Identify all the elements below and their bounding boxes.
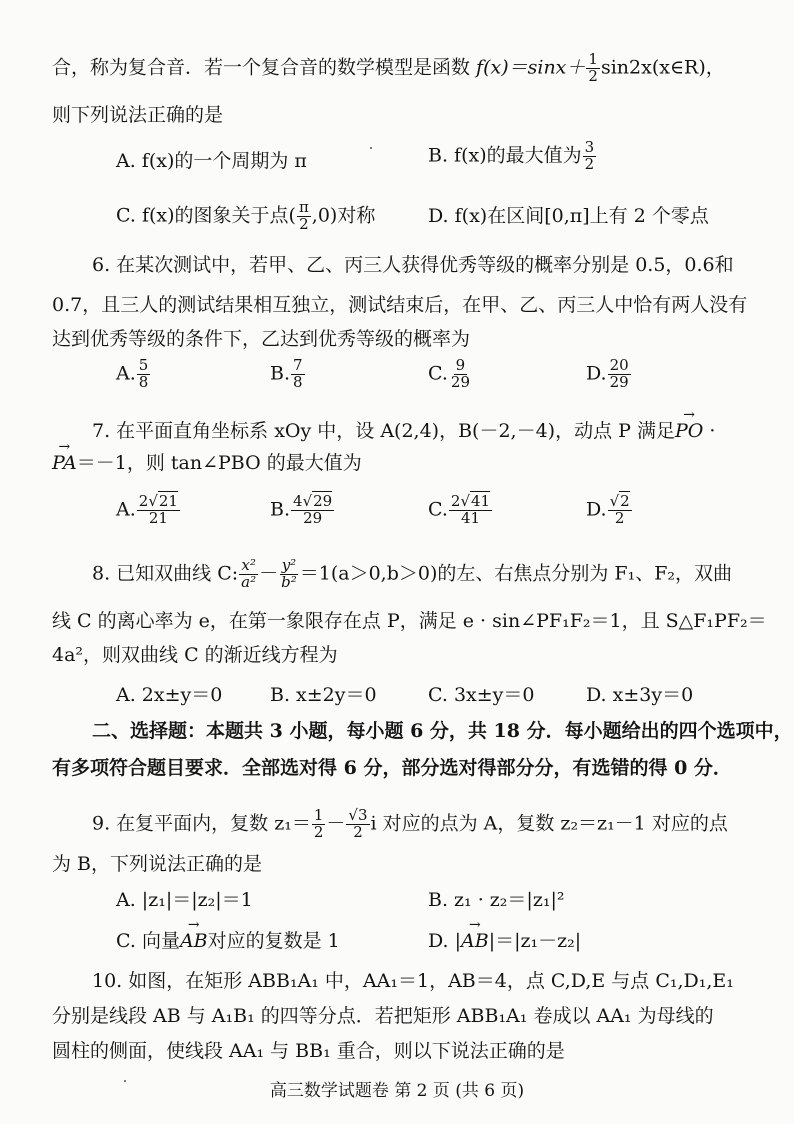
q6-text-2: 0.7，且三人的测试结果相互独立，测试结束后，在甲、乙、丙三人中恰有两人没有 [52, 294, 748, 316]
q9-d-tail: |＝|z₁－z₂| [488, 930, 582, 952]
q5-c-num: π [298, 198, 309, 216]
vector-ab-modulus: → AB [461, 930, 489, 953]
q6-d-label: D. [586, 362, 607, 385]
q8-option-d [586, 684, 794, 707]
q8-c-text: C. 3x±y＝0 [428, 684, 535, 706]
section-2-text-2: 有多项符合题目要求．全部选对得 6 分，部分选对得部分分，有选错的得 0 分． [52, 757, 732, 779]
q5-frac-num: 1 [588, 50, 598, 68]
q7-dot: · [703, 420, 716, 442]
q9-option-d [428, 930, 794, 953]
q6-text-3: 达到优秀等级的条件下，乙达到优秀等级的概率为 [52, 328, 471, 350]
section-2-heading [92, 720, 794, 743]
q6-c-fraction [449, 358, 472, 391]
q9-text-1-tail: i 对应的点为 A，复数 z₂＝z₁－1 对应的点 [370, 812, 728, 835]
q8-text-2: 线 C 的离心率为 e，在第一象限存在点 P，满足 e · sin∠PF₁F₂＝1，且 S△F₁PF₂＝ [52, 610, 767, 632]
q8-text-3: 4a²，则双曲线 C 的渐近线方程为 [52, 644, 338, 666]
q7-a-label: A. [116, 498, 136, 521]
q7-c-fraction: $\frac{2√41}{41}$ [450, 492, 491, 527]
q8-b2: b² [281, 572, 297, 591]
q6-option-d [586, 358, 794, 391]
q7-c-label: C. [428, 498, 448, 521]
q6-b-num: 7 [293, 356, 303, 374]
q7-a-coef: 2 [138, 492, 149, 510]
q5-option-b [428, 140, 794, 173]
q9-stem-line1 [92, 808, 794, 841]
q9-frac-1 [312, 808, 326, 841]
vector-pa: → PA [52, 452, 77, 475]
q8-frac-y [279, 558, 299, 591]
q5-frac-den: 2 [588, 66, 598, 85]
q7-d-den: 2 [614, 508, 625, 527]
q6-text-1: 6. 在某次测试中，若甲、乙、丙三人获得优秀等级的概率分别是 0.5，0.6和 [92, 254, 734, 276]
q10-text-2: 分别是线段 AB 与 A₁B₁ 的四等分点．若把矩形 ABB₁A₁ 卷成以 AA₁ 为母线的 [52, 1005, 714, 1027]
q8-x2: x² [241, 556, 256, 574]
q9-d-text: D. | [428, 930, 462, 952]
q5-option-c-fraction [297, 200, 311, 233]
q8-a2: a² [241, 572, 257, 591]
q7-option-d [586, 494, 794, 527]
q9-f2-den: 2 [353, 822, 363, 841]
q8-a-text: A. 2x±y＝0 [116, 684, 223, 706]
q9-c-text: C. 向量 [116, 930, 180, 952]
q7-b-label: B. [270, 498, 291, 521]
q10-text-3: 圆柱的侧面，使线段 AA₁ 与 BB₁ 重合，则以下说法正确的是 [52, 1040, 565, 1062]
q6-d-num: 20 [609, 356, 629, 374]
q6-b-label: B. [270, 362, 291, 385]
q9-a-text: A. |z₁|＝|z₂|＝1 [116, 889, 253, 911]
q6-stem-line3 [52, 328, 794, 351]
q6-c-num: 9 [455, 356, 466, 374]
q9-f1-den: 2 [313, 822, 324, 841]
q6-d-fraction [608, 358, 631, 391]
page-footer [0, 1076, 794, 1101]
q7-d-rad: 2 [620, 492, 630, 510]
q8-stem-line3 [52, 644, 794, 667]
q8-stem-line2 [52, 610, 794, 633]
q5-function-tail: sin2x(x∈R)， [600, 56, 725, 79]
q5-option-d-text: D. f(x)在区间[0,π]上有 2 个零点 [428, 205, 709, 227]
q5-option-b-text: B. f(x)的最大值为 [428, 144, 582, 167]
q9-stem-line2 [52, 853, 794, 876]
q10-text-1: 10. 如图，在矩形 ABB₁A₁ 中，AA₁＝1，AB＝4，点 C,D,E 与点 C₁,D₁,E₁ [92, 970, 734, 992]
q6-b-den: 8 [293, 372, 303, 391]
q6-a-num: 5 [138, 356, 149, 374]
q7-c-rad: 41 [471, 492, 491, 510]
q6-stem-line1 [92, 254, 794, 277]
q7-a-den: 21 [148, 508, 168, 527]
q9-text-1: 9. 在复平面内，复数 z₁＝ [92, 812, 311, 835]
q10-stem-line1 [92, 970, 794, 993]
q10-stem-line3 [52, 1040, 794, 1063]
scan-speck [370, 147, 372, 149]
q7-d-label: D. [586, 498, 607, 521]
q8-text-1: 8. 已知双曲线 C: [92, 562, 239, 585]
q5-stem-text: 合，称为复合音．若一个复合音的数学模型是函数 [52, 56, 477, 79]
q7-stem-line2 [52, 452, 794, 475]
q6-d-den: 29 [609, 372, 629, 391]
q6-b-fraction [291, 358, 305, 391]
q7-b-den: 29 [303, 508, 323, 527]
q5-stem-line2 [52, 104, 794, 127]
q7-c-coef: 2 [450, 492, 461, 510]
vector-ab: → AB [180, 930, 208, 953]
section-2-text-1: 二、选择题：本题共 3 小题，每小题 6 分，共 18 分．每小题给出的四个选项中， [92, 720, 793, 742]
q7-a-rad: 21 [158, 492, 178, 510]
q8-b-text: B. x±2y＝0 [270, 684, 377, 706]
q5-option-c-text: C. f(x)的图象关于点( [116, 204, 296, 227]
q7-a-fraction: $\frac{2√21}{21}$ [138, 492, 178, 527]
q7-b-coef: 4 [293, 492, 303, 510]
q8-minus: － [259, 562, 279, 585]
q5-b-den: 2 [584, 154, 595, 173]
q10-stem-line2 [52, 1005, 794, 1028]
q5-function: f(x)＝sinx＋ [476, 56, 586, 79]
q5-b-num: 3 [584, 138, 595, 156]
q9-minus: － [326, 812, 346, 835]
section-2-instructions [52, 757, 794, 780]
q5-option-b-fraction [583, 140, 597, 173]
q8-y2: y² [281, 556, 297, 574]
q5-fraction [586, 52, 600, 85]
q7-d-fraction: $\frac{√2}{2}$ [609, 492, 630, 527]
q5-option-a-text: A. f(x)的一个周期为 π [116, 150, 307, 172]
q9-f1-num: 1 [313, 806, 324, 824]
q5-prompt: 则下列说法正确的是 [52, 104, 224, 126]
q7-text-2: ＝－1，则 tan∠PBO 的最大值为 [76, 452, 362, 474]
q7-text-1: 7. 在平面直角坐标系 xOy 中，设 A(2,4)，B(－2,－4)，动点 P 满足 [92, 420, 675, 442]
q5-c-den: 2 [299, 214, 309, 233]
q9-c-tail: 对应的复数是 1 [207, 930, 340, 952]
q8-frac-x [239, 558, 258, 591]
q6-a-den: 8 [138, 372, 149, 391]
q8-d-text: D. x±3y＝0 [586, 684, 694, 706]
q7-c-den: 41 [460, 508, 481, 527]
q9-text-2: 为 B，下列说法正确的是 [52, 853, 263, 875]
q9-option-b [428, 889, 794, 912]
q5-option-c-tail: ,0)对称 [311, 204, 376, 227]
q8-stem-line1 [92, 558, 794, 591]
q5-stem-line1 [52, 52, 794, 85]
q7-b-fraction: $\frac{4√29}{29}$ [293, 492, 333, 527]
q6-a-fraction [137, 358, 151, 391]
q6-a-label: A. [116, 362, 136, 385]
q9-frac-2 [346, 808, 369, 841]
q6-stem-line2 [52, 294, 794, 317]
q9-b-text: B. z₁ · z₂＝|z₁|² [428, 889, 565, 911]
vector-po: → PO [675, 420, 703, 443]
q5-option-d [428, 205, 794, 228]
footer-text: 高三数学试题卷 第 2 页 (共 6 页) [269, 1081, 525, 1101]
q6-c-label: C. [428, 362, 448, 385]
q6-c-den: 29 [450, 372, 470, 391]
q9-f2-num: √3 [348, 806, 368, 824]
q7-stem-line1 [92, 420, 794, 443]
q7-b-rad: 29 [313, 492, 333, 510]
q8-text-1-tail: ＝1(a＞0,b＞0)的左、右焦点分别为 F₁、F₂，双曲 [299, 562, 733, 585]
